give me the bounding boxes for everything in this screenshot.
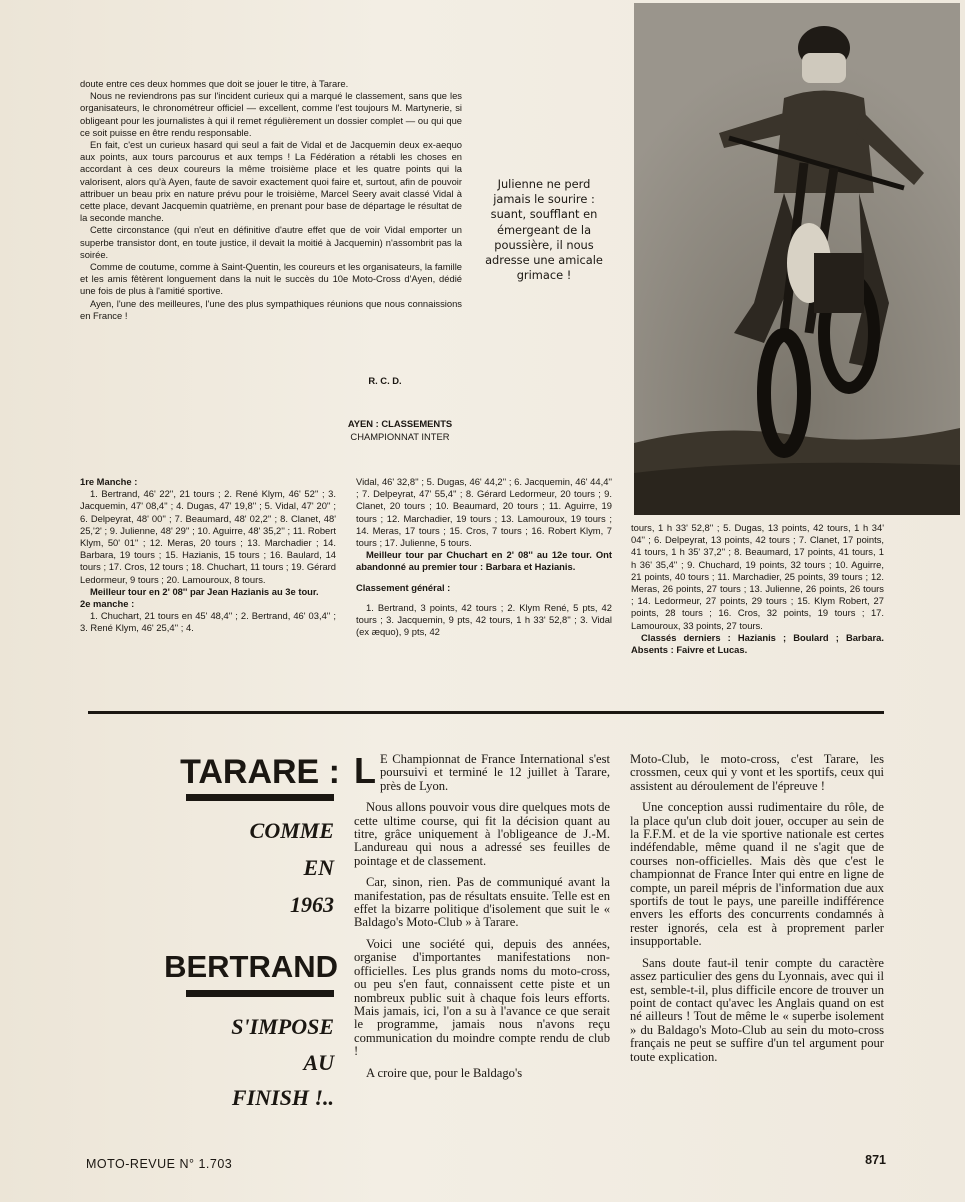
motocross-photo [634,3,960,515]
paragraph: Comme de coutume, comme à Saint-Quentin, les coureurs et les organisateurs, la famille et les amis fêtèrent longuement dans la nuit le succès du 10e Moto-Cross d'Ayen, dédié une fois de plus à l'amitié sportive. [80,261,462,297]
paragraph: Ayen, l'une des meilleures, l'une des plus sympathiques réunions que nous connaissions en France ! [80,297,462,321]
general-title: Classement général : [356,581,451,593]
headline-finish: FINISH !.. [231,1085,334,1110]
results-column-1 [80,476,336,635]
headline-year: 1963 [290,892,334,917]
headline-bertrand: BERTRAND [164,949,338,984]
best-lap-2: Meilleur tour par Chuchart en 2' 08'' au 12e tour. Ont abandonné au premier tour : Barbara et Hazianis. [356,549,612,573]
signature: R. C. D. [368,375,402,386]
article-column-1 [354,750,610,1088]
results-column-3 [631,522,884,656]
headline-tarare: TARARE : [180,753,340,791]
classified-last: Classés derniers : Hazianis ; Boulard ; Barbara. Absents : Faivre et Lucas. [631,631,884,656]
headline-rule-1 [186,794,334,801]
headline-simpose: S'IMPOSE [231,1014,334,1039]
paragraph: En fait, c'est un curieux hasard qui seul a fait de Vidal et de Jacquemin deux ex-aequo aux points, aux tours parcourus et aux temps ! La Fédération a rétabli les choses en accordant à ces deux coureurs la même troisième place et les quatre points qui la valorisent, alors qu'à Ayen, faute de savoir exactement quoi faire et, surtout, afin de pouvoir attribuer un beau prix en nature prévu pour le troisième, Marcel Seery avait classé Vidal à cette place, devant Jacquemin quatrième, en prenant pour base de départage le résultat de la seconde manche. [80,139,462,224]
paragraph: Nous ne reviendrons pas sur l'incident curieux qui a marqué le classement, sans que les organisateurs, le chronométreur officiel — excellent, comme l'est toujours M. Martynerie, si obligeant pour les journalistes à qui il remet régulièrement un dossier complet — ou qui que ce soit puisse en être rendu responsable. [80,90,462,138]
page-number: 871 [865,1153,886,1167]
manche2-results: 1. Chuchart, 21 tours en 45' 48,4'' ; 2. Bertrand, 46' 03,4'' ; 3. René Klym, 46' 25,4'' ; 4. [80,610,336,634]
headline-au: AU [303,1050,334,1075]
article-paragraph: Une conception aussi rudimentaire du rôle, de la place qu'un club doit jouer, occuper au sein de la F.F.M. et de la vie sportive nationale est certes indéfendable, même quand il ne s'agit que de courses non-officielles. Mais dès que c'est le championnat de France Inter qui entre en ligne de compte, un pareil mépris de l'information due aux sportifs de tout le pays, une pareille indifférence envers les efforts des concurrents condamnés à rester ignorés, cela est à proprement parler insupportable. [630,800,884,949]
manche1-results: 1. Bertrand, 46' 22'', 21 tours ; 2. René Klym, 46' 52'' ; 3. Jacquemin, 47' 08,4'' ; 4. Dugas, 47' 19,8'' ; 5. Vidal, 47' 20'' ; 6. Delpeyrat, 48' 00'' ; 7. Beaumard, 48' 02,2'' ; 8. Clanet, 48' 25,'2' ; 9. Julienne, 48' 29'' ; 10. Aguirre, 48' 35,2'' ; 11. Robert Klym, 50' 01'' ; 12. Meras, 20 tours ; 13. Marchadier ; 14. Barbara, 19 tours ; 15. Hazianis, 15 tours ; 16. Baulard, 14 tours ; 17. Cros, 12 tours ; 18. Chuchart, 11 tours ; 19. Gérard Ledormeur, 9 tours ; 20. Lamouroux, 8 tours. [80,488,336,585]
headline-rule-2 [186,990,334,997]
results-subheading: CHAMPIONNAT INTER [350,431,450,442]
article-paragraph: E Championnat de France International s'est poursuivi et terminé le 12 juillet à Tarare, près de Lyon. [380,752,610,793]
article-paragraph: Car, sinon, rien. Pas de communiqué avant la manifestation, pas de résultats ensuite. Telle est en effet la bizarre politique d'isolement que suit le « Baldago's Moto-Club » à Tarare. [354,875,610,930]
general-results: 1. Bertrand, 3 points, 42 tours ; 2. Klym René, 5 pts, 42 tours ; 3. Jacquemin, 9 pts, 42 tours, 1 h 33' 52,8'' ; 3. Vidal (ex æquo), 9 pts, 42 [356,601,612,638]
magazine-footer: MOTO-REVUE N° 1.703 [86,1157,233,1171]
results-column-2 [356,476,612,638]
paragraph: doute entre ces deux hommes que doit se jouer le titre, à Tarare. [80,78,349,89]
article-paragraph: Moto-Club, le moto-cross, c'est Tarare, les crossmen, ceux qui y vont et les sportifs, ceux qui assistent au déroulement de l'épreuve ! [630,752,884,793]
headline-en: EN [303,855,334,880]
manche2-title: 2e manche : [80,598,135,610]
manche2-results-cont: Vidal, 46' 32,8'' ; 5. Dugas, 46' 44,2'' ; 6. Jacquemin, 46' 44,4'' ; 7. Delpeyrat, 47' 55,4'' ; 8. Gérard Ledormeur, 20 tours ; 9. Clanet, 20 tours ; 10. Beaumard, 20 tours ; 11. Aguirre, 19 tours ; 12. Marchadier, 19 tours ; 13. Lamouroux, 19 tours ; 14. Meras, 17 tours ; 15. Cros, 7 tours ; 16. Robert Klym, 7 tours ; 17. Julienne, 5 tours. [356,476,612,549]
article-paragraph: A croire que, pour le Baldago's [366,1065,523,1080]
manche1-title: 1re Manche : [80,476,138,487]
dropcap: L [354,750,376,791]
rider-illustration [634,3,960,515]
article-paragraph: Nous allons pouvoir vous dire quelques mots de cette ultime course, qui fit la décision quant au titre, grâce uniquement à l'obligeance de J.-M. Landureau qui nous a adressé ses feuilles de pointage et de classement. [354,800,610,868]
article-column-2 [630,753,884,1072]
photo-caption: Julienne ne perd jamais le sourire : suant, soufflant en émergeant de la poussière, il nous adresse une amicale grimace ! [485,177,603,283]
section-divider [88,711,884,714]
best-lap-1: Meilleur tour en 2' 08'' par Jean Hazianis au 3e tour. [90,585,319,597]
article-paragraph: Voici une société qui, depuis des années, organise d'importantes manifestations non-officielles. Les plus grands noms du moto-cross, ou peu s'en faut, connaissent cette piste et un nombreux public suit à chaque fois leurs efforts. Mais jamais, ici, l'on a su à l'avance ce que serait le programme, jamais nous n'avons reçu communication du moindre compte rendu de club ! [354,936,610,1059]
article-continuation [80,78,462,322]
article-paragraph: Sans doute faut-il tenir compte du caractère assez particulier des gens du Lyonnais, avec qui il est, semble-t-il, plus difficile encore de trouver un point de contact qu'avec les Anglais quand on est né ailleurs ! Tout de même le « superbe isolement » du Baldago's Moto-Club au sein du moto-cross français ne peut se suffire d'un tel argument pour toute explication. [630,955,884,1064]
results-heading: AYEN : CLASSEMENTS [347,418,453,429]
general-results-cont: tours, 1 h 33' 52,8'' ; 5. Dugas, 13 points, 42 tours, 1 h 34' 04'' ; 6. Delpeyrat, 13 points, 42 tours ; 7. Clanet, 17 points, 41 tours, 1 h 35' 37,2'' ; 8. Beaumard, 17 points, 41 tours, 1 h 36' 35,4'' ; 9. Chuchard, 19 points, 32 tours ; 10. Aguirre, 21 points, 40 tours ; 11. Marchadier, 25 points, 39 tours ; 12. Meras, 26 points, 27 tours ; 13. Julienne, 26 points, 26 tours ; 14. Ledormeur, 27 points, 29 tours ; 15. Klym Robert, 27 points, 28 tours ; 16. Cros, 32 points, 19 tours ; 17. Lamouroux, 33 points, 27 tours. [631,522,884,631]
headline-comme: COMME [249,818,334,843]
paragraph: Cette circonstance (qui n'eut en définitive d'autre effet que de voir Vidal emporter un superbe transistor dont, en toute justice, il devait la moitié à Jacquemin) n'assombrit pas la soirée. [80,224,462,260]
